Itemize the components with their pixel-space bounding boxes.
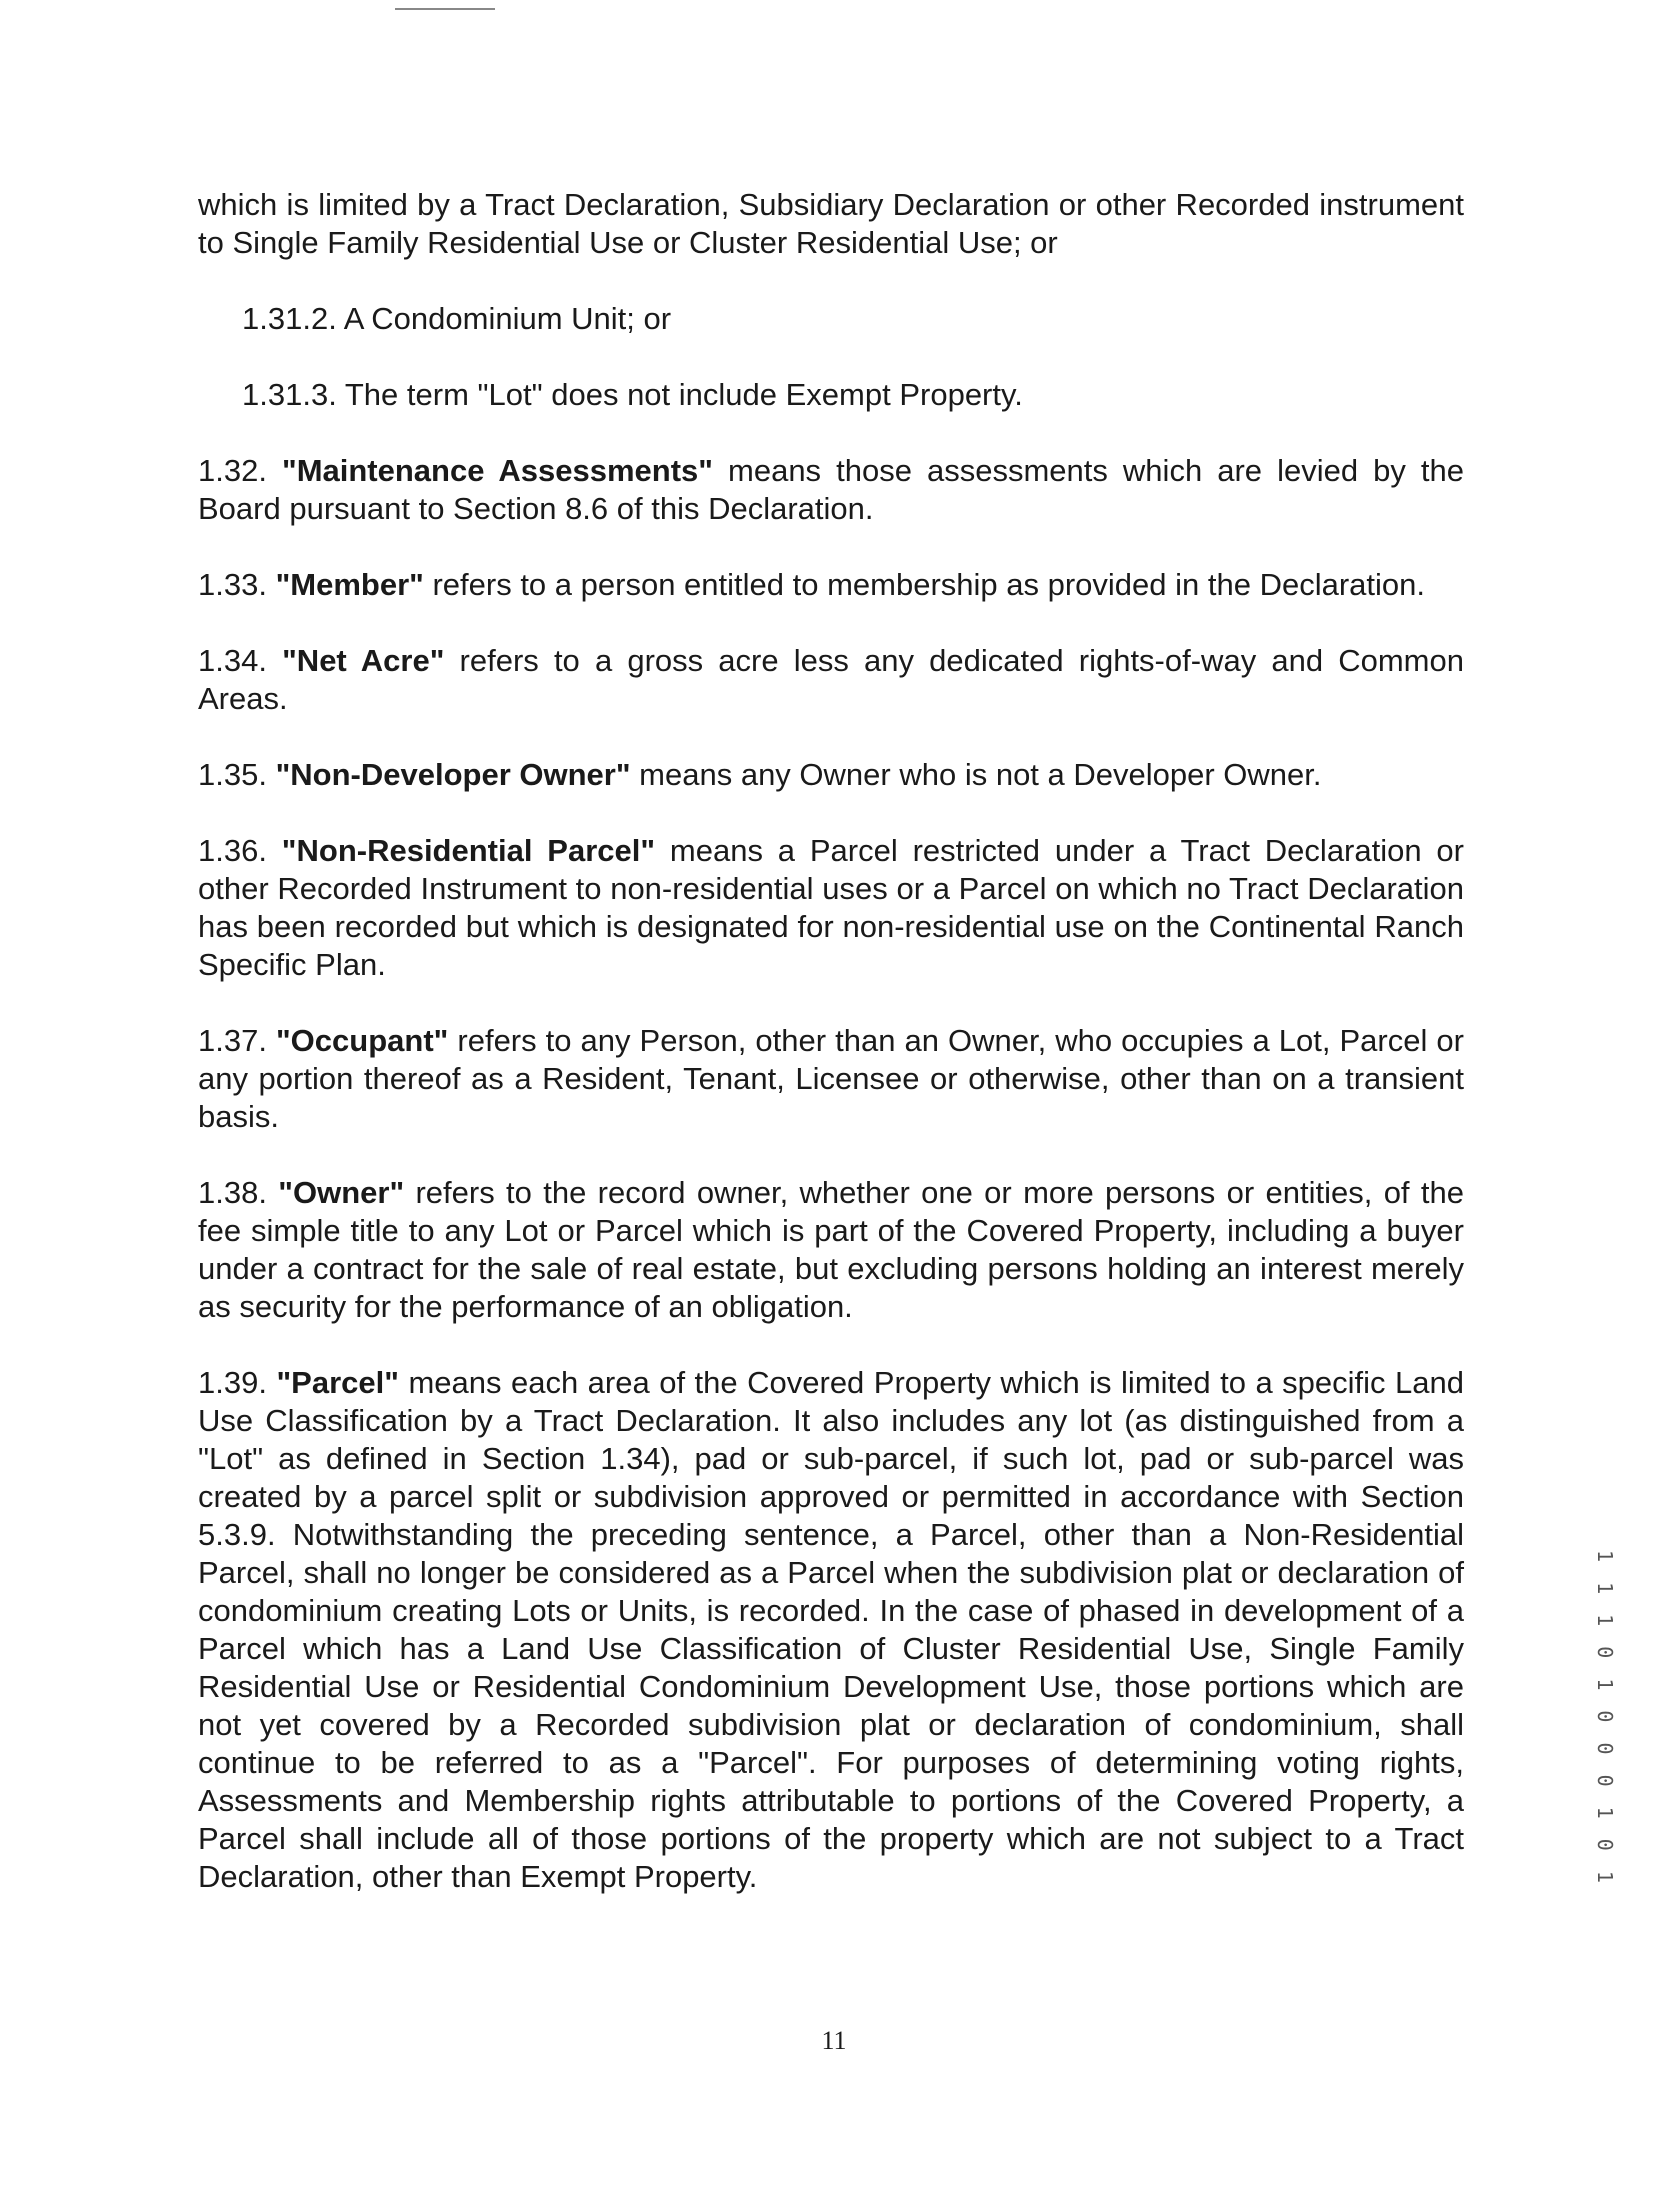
defined-term: "Non-Residential Parcel" [281,833,656,868]
margin-stamp [1595,1550,1625,1930]
page-number: 11 [821,2026,847,2055]
sub-clause [198,300,1464,338]
clause-text: The term "Lot" does not include Exempt Property. [344,377,1023,412]
clause-number: 1.33. [198,567,267,602]
defined-term: "Maintenance Assessments" [282,453,713,488]
clause-number: 1.31.3. [242,377,337,412]
clause-text: refers to the record owner, whether one or more persons or entities, of the fee simple title to any Lot or Parcel which is part of the Covered Property, including a buyer under a contract for the sale of real estate, but excluding persons holding an interest merely as security for the performance of an obligation. [198,1175,1464,1324]
defined-term: "Member" [275,567,424,602]
clause-text: refers to a gross acre less any dedicated rights-of-way and Common Areas. [198,643,1464,716]
clause-number: 1.35. [198,757,267,792]
clause-number: 1.38. [198,1175,267,1210]
defined-term: "Net Acre" [282,643,445,678]
clause-number: 1.32. [198,453,267,488]
clause-text: A Condominium Unit; or [343,301,672,336]
clause-text: refers to a person entitled to membership as provided in the Declaration. [432,567,1425,602]
clause-text: refers to any Person, other than an Owner, who occupies a Lot, Parcel or any portion thereof as a Resident, Tenant, Licensee or otherwise, other than on a transient basis. [198,1023,1464,1134]
sub-clause [198,376,1464,414]
definition-paragraph [198,1174,1464,1326]
clause-text: means those assessments which are levied by the Board pursuant to Section 8.6 of this Declaration. [198,453,1464,526]
clause-number: 1.39. [198,1365,267,1400]
document-body [198,186,1464,1934]
defined-term: "Occupant" [275,1023,449,1058]
definition-paragraph [198,186,1464,262]
defined-term: "Owner" [278,1175,405,1210]
top-rule [395,8,495,10]
clause-number: 1.31.2. [242,301,337,336]
clause-text: means any Owner who is not a Developer Owner. [639,757,1322,792]
margin-stamp-text: 1 1 1 0 1 0 0 0 1 0 1 [1593,1550,1617,1887]
clause-number: 1.34. [198,643,267,678]
clause-text: means a Parcel restricted under a Tract Declaration or other Recorded Instrument to non-residential uses or a Parcel on which no Tract Declaration has been recorded but which is designated for non-residential use on the Continental Ranch Specific Plan. [198,833,1464,982]
clause-number: 1.36. [198,833,267,868]
definition-paragraph [198,1364,1464,1896]
definition-paragraph [198,756,1464,794]
definition-paragraph [198,832,1464,984]
clause-text: means each area of the Covered Property which is limited to a specific Land Use Classification by a Tract Declaration. It also includes any lot (as distinguished from a "Lot" as defined in Section 1.34), pad or sub-parcel, if such lot, pad or sub-parcel was created by a parcel split or subdivision approved or permitted in accordance with Section 5.3.9. Notwithstanding the preceding sentence, a Parcel, other than a Non-Residential Parcel, shall no longer be considered as a Parcel when the subdivision plat or declaration of condominium creating Lots or Units, is recorded. In the case of phased in development of a Parcel which has a Land Use Classification of Cluster Residential Use, Single Family Residential Use or Residential Condominium Development Use, those portions which are not yet covered by a Recorded subdivision plat or declaration of condominium, shall continue to be referred to as a "Parcel". For purposes of determining voting rights, Assessments and Membership rights attributable to portions of the Covered Property, a Parcel shall include all of those portions of the property which are not subject to a Tract Declaration, other than Exempt Property. [198,1365,1464,1894]
clause-number: 1.37. [198,1023,267,1058]
clause-text: which is limited by a Tract Declaration, Subsidiary Declaration or other Recorded instrument to Single Family Residential Use or Cluster Residential Use; or [198,187,1464,260]
definition-paragraph [198,566,1464,604]
definition-paragraph [198,452,1464,528]
defined-term: "Parcel" [276,1365,399,1400]
definition-paragraph [198,1022,1464,1136]
defined-term: "Non-Developer Owner" [275,757,631,792]
definition-paragraph [198,642,1464,718]
